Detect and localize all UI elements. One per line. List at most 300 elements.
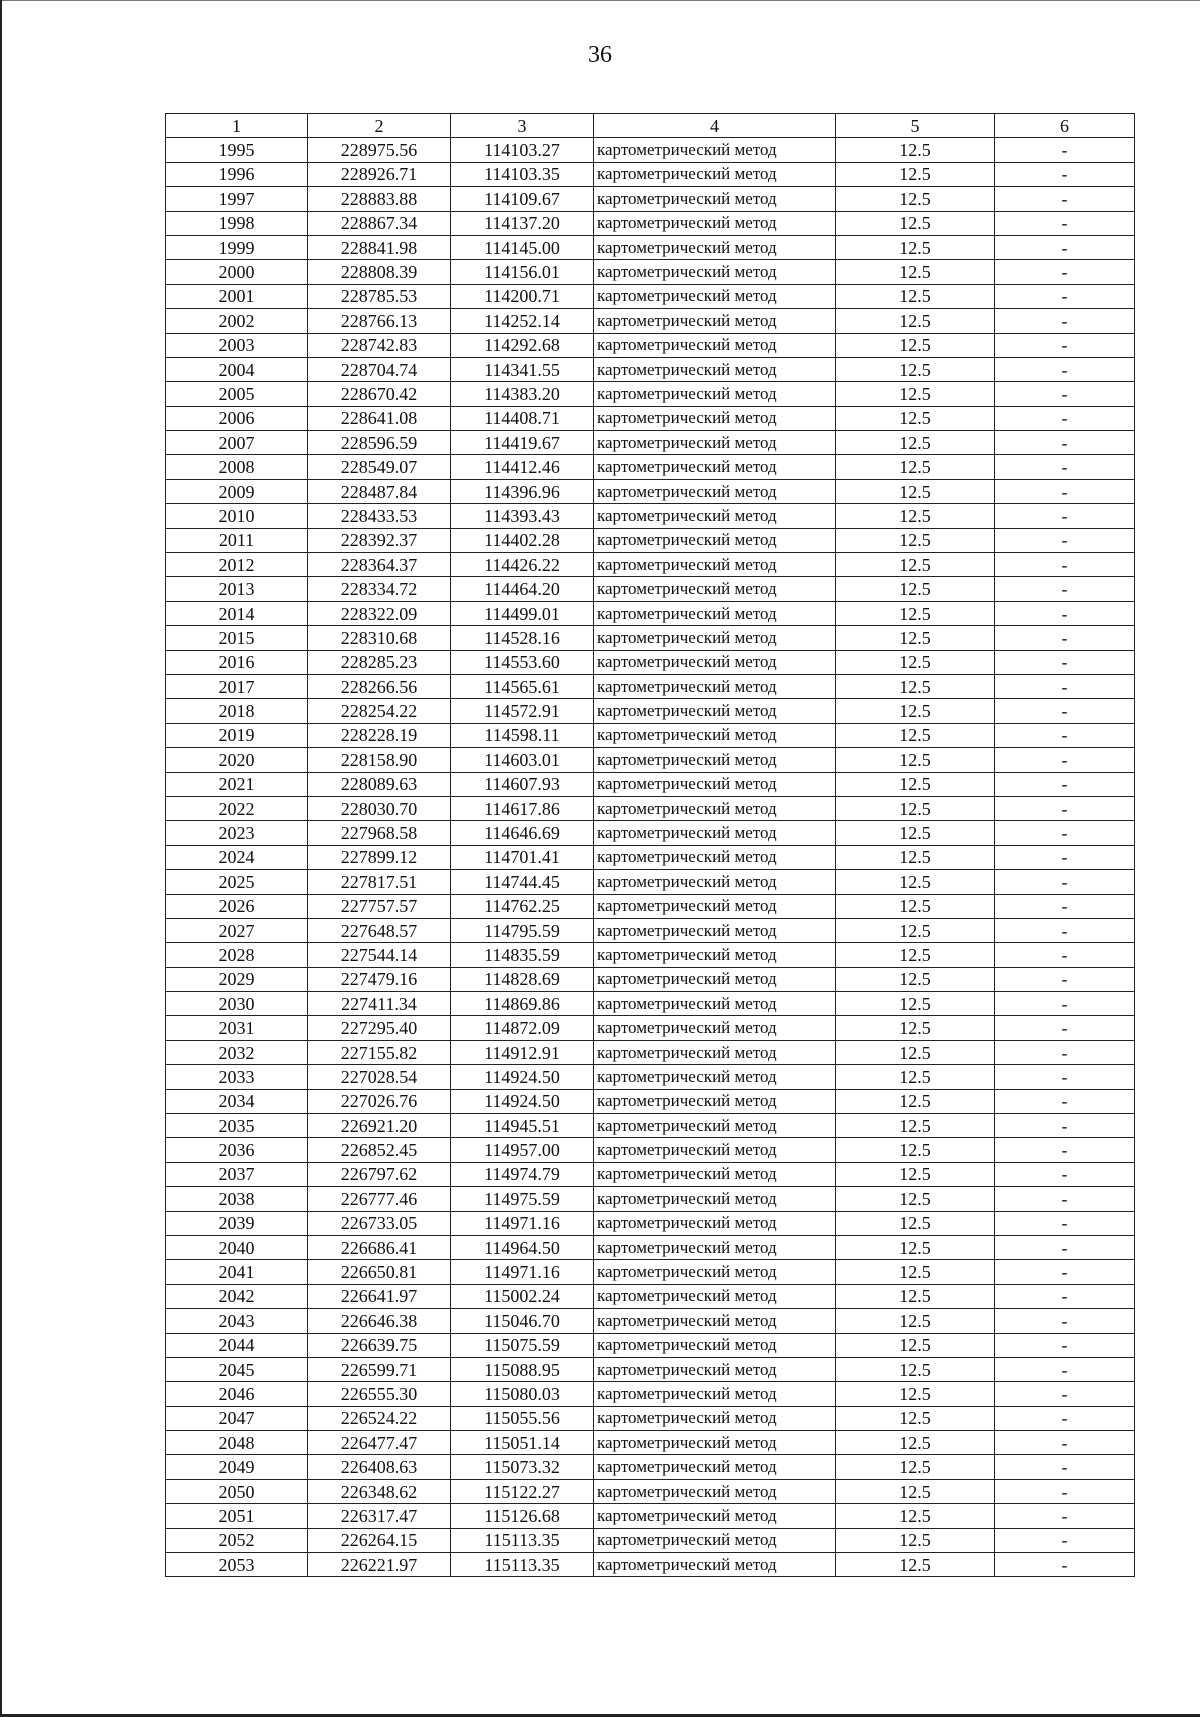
table-cell-col2: 226555.30 (308, 1382, 451, 1406)
table-cell-col2: 226477.47 (308, 1431, 451, 1455)
table-cell-col3: 114292.68 (451, 333, 594, 357)
table-cell-col3: 114137.20 (451, 211, 594, 235)
table-cell-col2: 228596.59 (308, 431, 451, 455)
table-cell-col1: 2016 (166, 650, 308, 674)
table-cell-col1: 2023 (166, 821, 308, 845)
table-cell-col2: 226733.05 (308, 1211, 451, 1235)
table-cell-col6: - (995, 1040, 1135, 1064)
table-cell-col5: 12.5 (836, 187, 995, 211)
table-cell-col5: 12.5 (836, 943, 995, 967)
table-row (166, 1406, 1135, 1430)
table-row (166, 674, 1135, 698)
table-row (166, 382, 1135, 406)
table-cell-col1: 2047 (166, 1406, 308, 1430)
table-cell-col2: 228808.39 (308, 260, 451, 284)
table-cell-col5: 12.5 (836, 577, 995, 601)
table-cell-col2: 226650.81 (308, 1260, 451, 1284)
table-row (166, 1138, 1135, 1162)
table-cell-col2: 226797.62 (308, 1162, 451, 1186)
table-cell-col1: 2022 (166, 796, 308, 820)
table-cell-col6: - (995, 162, 1135, 186)
table-cell-col2: 226264.15 (308, 1528, 451, 1552)
table-cell-col1: 2038 (166, 1187, 308, 1211)
table-row (166, 821, 1135, 845)
table-cell-col6: - (995, 1553, 1135, 1577)
table-row (166, 138, 1135, 162)
page-border-left (0, 0, 2, 1717)
table-row (166, 1114, 1135, 1138)
table-cell-col2: 226524.22 (308, 1406, 451, 1430)
table-cell-col4: картометрический метод (594, 992, 836, 1016)
table-cell-col6: - (995, 1162, 1135, 1186)
table-cell-col3: 115080.03 (451, 1382, 594, 1406)
column-header: 2 (308, 114, 451, 138)
table-cell-col6: - (995, 1382, 1135, 1406)
table-row (166, 211, 1135, 235)
table-row (166, 723, 1135, 747)
table-cell-col6: - (995, 382, 1135, 406)
table-cell-col4: картометрический метод (594, 577, 836, 601)
table-cell-col6: - (995, 284, 1135, 308)
table-cell-col6: - (995, 894, 1135, 918)
table-cell-col2: 227411.34 (308, 992, 451, 1016)
table-row (166, 1479, 1135, 1503)
table-cell-col3: 114646.69 (451, 821, 594, 845)
table-cell-col5: 12.5 (836, 333, 995, 357)
table-row (166, 1455, 1135, 1479)
table-cell-col3: 114957.00 (451, 1138, 594, 1162)
table-cell-col6: - (995, 504, 1135, 528)
table-cell-col6: - (995, 1406, 1135, 1430)
table-cell-col5: 12.5 (836, 211, 995, 235)
table-cell-col1: 2012 (166, 553, 308, 577)
table-cell-col4: картометрический метод (594, 1162, 836, 1186)
table-row (166, 1382, 1135, 1406)
table-cell-col4: картометрический метод (594, 1333, 836, 1357)
table-cell-col3: 114924.50 (451, 1089, 594, 1113)
table-row (166, 162, 1135, 186)
table-cell-col2: 227544.14 (308, 943, 451, 967)
table-cell-col6: - (995, 772, 1135, 796)
table-cell-col3: 114971.16 (451, 1260, 594, 1284)
table-cell-col5: 12.5 (836, 553, 995, 577)
table-cell-col2: 227648.57 (308, 918, 451, 942)
table-cell-col6: - (995, 1504, 1135, 1528)
table-cell-col4: картометрический метод (594, 1211, 836, 1235)
table-cell-col1: 2043 (166, 1309, 308, 1333)
table-cell-col2: 227817.51 (308, 870, 451, 894)
table-cell-col4: картометрический метод (594, 674, 836, 698)
table-cell-col5: 12.5 (836, 1235, 995, 1259)
table-cell-col3: 114252.14 (451, 309, 594, 333)
table-cell-col6: - (995, 870, 1135, 894)
table-cell-col1: 2048 (166, 1431, 308, 1455)
table-cell-col4: картометрический метод (594, 187, 836, 211)
table-cell-col3: 115055.56 (451, 1406, 594, 1430)
table-cell-col1: 2045 (166, 1357, 308, 1381)
table-cell-col2: 228785.53 (308, 284, 451, 308)
table-cell-col4: картометрический метод (594, 1528, 836, 1552)
table-cell-col3: 114598.11 (451, 723, 594, 747)
table-cell-col4: картометрический метод (594, 1309, 836, 1333)
table-cell-col3: 114828.69 (451, 967, 594, 991)
table-cell-col1: 2046 (166, 1382, 308, 1406)
table-cell-col6: - (995, 1309, 1135, 1333)
table-cell-col1: 2006 (166, 406, 308, 430)
table-cell-col4: картометрический метод (594, 1040, 836, 1064)
table-cell-col2: 228285.23 (308, 650, 451, 674)
table-cell-col2: 228089.63 (308, 772, 451, 796)
table-cell-col3: 114419.67 (451, 431, 594, 455)
table-cell-col3: 114869.86 (451, 992, 594, 1016)
table-cell-col2: 228841.98 (308, 235, 451, 259)
table-cell-col1: 2025 (166, 870, 308, 894)
table-cell-col1: 2033 (166, 1065, 308, 1089)
table-cell-col4: картометрический метод (594, 138, 836, 162)
table-cell-col1: 2020 (166, 748, 308, 772)
table-cell-col3: 115126.68 (451, 1504, 594, 1528)
table-cell-col4: картометрический метод (594, 431, 836, 455)
table-cell-col5: 12.5 (836, 309, 995, 333)
table-cell-col4: картометрический метод (594, 699, 836, 723)
table-cell-col1: 1995 (166, 138, 308, 162)
table-cell-col4: картометрический метод (594, 626, 836, 650)
table-cell-col1: 2037 (166, 1162, 308, 1186)
table-cell-col5: 12.5 (836, 918, 995, 942)
table-row (166, 504, 1135, 528)
page-border-top (0, 0, 1200, 1)
table-cell-col2: 228975.56 (308, 138, 451, 162)
table-cell-col2: 227028.54 (308, 1065, 451, 1089)
table-cell-col5: 12.5 (836, 235, 995, 259)
table-cell-col5: 12.5 (836, 894, 995, 918)
table-row (166, 1211, 1135, 1235)
table-cell-col4: картометрический метод (594, 211, 836, 235)
table-row (166, 772, 1135, 796)
table-row (166, 357, 1135, 381)
table-cell-col1: 2035 (166, 1114, 308, 1138)
table-cell-col6: - (995, 748, 1135, 772)
table-cell-col1: 2027 (166, 918, 308, 942)
table-cell-col5: 12.5 (836, 1382, 995, 1406)
table-cell-col2: 228867.34 (308, 211, 451, 235)
table-cell-col6: - (995, 577, 1135, 601)
table-cell-col6: - (995, 943, 1135, 967)
table-cell-col3: 114617.86 (451, 796, 594, 820)
table-cell-col5: 12.5 (836, 1333, 995, 1357)
table-row (166, 431, 1135, 455)
table-cell-col1: 2004 (166, 357, 308, 381)
table-row (166, 1016, 1135, 1040)
table-cell-col2: 226641.97 (308, 1284, 451, 1308)
table-cell-col2: 226921.20 (308, 1114, 451, 1138)
table-cell-col2: 228158.90 (308, 748, 451, 772)
column-header: 1 (166, 114, 308, 138)
table-row (166, 455, 1135, 479)
table-cell-col4: картометрический метод (594, 748, 836, 772)
table-cell-col4: картометрический метод (594, 1357, 836, 1381)
table-cell-col3: 114603.01 (451, 748, 594, 772)
table-cell-col6: - (995, 406, 1135, 430)
table-cell-col5: 12.5 (836, 431, 995, 455)
column-header: 5 (836, 114, 995, 138)
table-cell-col6: - (995, 1211, 1135, 1235)
table-cell-col2: 226599.71 (308, 1357, 451, 1381)
table-row (166, 1065, 1135, 1089)
table-cell-col1: 2005 (166, 382, 308, 406)
table-cell-col5: 12.5 (836, 748, 995, 772)
table-cell-col5: 12.5 (836, 1211, 995, 1235)
table-cell-col2: 228334.72 (308, 577, 451, 601)
table-cell-col6: - (995, 918, 1135, 942)
table-cell-col6: - (995, 1479, 1135, 1503)
table-cell-col1: 2034 (166, 1089, 308, 1113)
table-cell-col4: картометрический метод (594, 918, 836, 942)
table-cell-col2: 226348.62 (308, 1479, 451, 1503)
table-cell-col6: - (995, 699, 1135, 723)
table-row (166, 1309, 1135, 1333)
table-cell-col3: 114553.60 (451, 650, 594, 674)
table-cell-col2: 228766.13 (308, 309, 451, 333)
table-cell-col2: 228266.56 (308, 674, 451, 698)
table-cell-col1: 2044 (166, 1333, 308, 1357)
table-cell-col3: 114975.59 (451, 1187, 594, 1211)
table-cell-col4: картометрический метод (594, 821, 836, 845)
table-cell-col2: 228883.88 (308, 187, 451, 211)
table-cell-col5: 12.5 (836, 1114, 995, 1138)
table-cell-col3: 114607.93 (451, 772, 594, 796)
table-cell-col2: 226646.38 (308, 1309, 451, 1333)
table-row (166, 333, 1135, 357)
table-row (166, 796, 1135, 820)
table-row (166, 845, 1135, 869)
table-cell-col1: 1996 (166, 162, 308, 186)
table-cell-col6: - (995, 553, 1135, 577)
column-header: 3 (451, 114, 594, 138)
table-cell-col3: 115075.59 (451, 1333, 594, 1357)
table-cell-col3: 114464.20 (451, 577, 594, 601)
table-cell-col6: - (995, 1138, 1135, 1162)
table-cell-col6: - (995, 1431, 1135, 1455)
table-row (166, 260, 1135, 284)
table-cell-col2: 228549.07 (308, 455, 451, 479)
table-cell-col6: - (995, 431, 1135, 455)
table-cell-col4: картометрический метод (594, 845, 836, 869)
table-cell-col3: 114528.16 (451, 626, 594, 650)
table-cell-col5: 12.5 (836, 674, 995, 698)
table-cell-col6: - (995, 1065, 1135, 1089)
table-row (166, 528, 1135, 552)
table-row (166, 1040, 1135, 1064)
table-cell-col1: 1997 (166, 187, 308, 211)
table-cell-col4: картометрический метод (594, 1455, 836, 1479)
table-cell-col4: картометрический метод (594, 1479, 836, 1503)
table-cell-col1: 2000 (166, 260, 308, 284)
table-cell-col6: - (995, 601, 1135, 625)
table-cell-col2: 226686.41 (308, 1235, 451, 1259)
table-cell-col1: 2013 (166, 577, 308, 601)
table-cell-col5: 12.5 (836, 845, 995, 869)
table-cell-col6: - (995, 723, 1135, 747)
table-cell-col3: 114412.46 (451, 455, 594, 479)
table-cell-col6: - (995, 309, 1135, 333)
table-cell-col1: 1999 (166, 235, 308, 259)
table-cell-col1: 2041 (166, 1260, 308, 1284)
table-cell-col5: 12.5 (836, 1162, 995, 1186)
table-cell-col4: картометрический метод (594, 528, 836, 552)
table-cell-col6: - (995, 479, 1135, 503)
table-cell-col5: 12.5 (836, 992, 995, 1016)
table-cell-col1: 2032 (166, 1040, 308, 1064)
table-cell-col3: 114964.50 (451, 1235, 594, 1259)
table-cell-col4: картометрический метод (594, 1065, 836, 1089)
table-cell-col1: 2036 (166, 1138, 308, 1162)
table-cell-col3: 114974.79 (451, 1162, 594, 1186)
table-cell-col4: картометрический метод (594, 504, 836, 528)
table-cell-col4: картометрический метод (594, 601, 836, 625)
table-cell-col6: - (995, 1235, 1135, 1259)
table-cell-col2: 226777.46 (308, 1187, 451, 1211)
table-cell-col5: 12.5 (836, 1284, 995, 1308)
table-cell-col3: 115073.32 (451, 1455, 594, 1479)
table-cell-col4: картометрический метод (594, 1260, 836, 1284)
table-cell-col5: 12.5 (836, 528, 995, 552)
table-cell-col5: 12.5 (836, 1528, 995, 1552)
table-row (166, 1528, 1135, 1552)
table-cell-col1: 1998 (166, 211, 308, 235)
table-cell-col6: - (995, 528, 1135, 552)
table-cell-col3: 114572.91 (451, 699, 594, 723)
table-cell-col5: 12.5 (836, 1065, 995, 1089)
table-header-row (166, 114, 1135, 138)
table-row (166, 601, 1135, 625)
table-cell-col4: картометрический метод (594, 357, 836, 381)
table-cell-col4: картометрический метод (594, 382, 836, 406)
table-cell-col3: 115046.70 (451, 1309, 594, 1333)
table-cell-col2: 228310.68 (308, 626, 451, 650)
table-row (166, 309, 1135, 333)
column-header: 6 (995, 114, 1135, 138)
table-cell-col5: 12.5 (836, 821, 995, 845)
table-cell-col4: картометрический метод (594, 967, 836, 991)
table-cell-col4: картометрический метод (594, 943, 836, 967)
table-cell-col3: 114383.20 (451, 382, 594, 406)
table-cell-col3: 114499.01 (451, 601, 594, 625)
column-header: 4 (594, 114, 836, 138)
table-cell-col5: 12.5 (836, 1260, 995, 1284)
table-cell-col4: картометрический метод (594, 796, 836, 820)
table-cell-col1: 2050 (166, 1479, 308, 1503)
table-cell-col4: картометрический метод (594, 260, 836, 284)
table-cell-col5: 12.5 (836, 870, 995, 894)
table-cell-col6: - (995, 796, 1135, 820)
table-cell-col4: картометрический метод (594, 894, 836, 918)
table-cell-col2: 227026.76 (308, 1089, 451, 1113)
table-cell-col4: картометрический метод (594, 406, 836, 430)
table-cell-col5: 12.5 (836, 723, 995, 747)
table-cell-col5: 12.5 (836, 699, 995, 723)
table-cell-col6: - (995, 1016, 1135, 1040)
table-cell-col1: 2031 (166, 1016, 308, 1040)
table-cell-col4: картометрический метод (594, 235, 836, 259)
table-cell-col5: 12.5 (836, 455, 995, 479)
table-row (166, 577, 1135, 601)
table-cell-col3: 114408.71 (451, 406, 594, 430)
table-row (166, 187, 1135, 211)
table-cell-col5: 12.5 (836, 1309, 995, 1333)
table-cell-col2: 226408.63 (308, 1455, 451, 1479)
table-cell-col5: 12.5 (836, 357, 995, 381)
table-cell-col2: 226317.47 (308, 1504, 451, 1528)
table-cell-col2: 227899.12 (308, 845, 451, 869)
table-cell-col5: 12.5 (836, 1455, 995, 1479)
page-number: 36 (588, 42, 612, 68)
table-cell-col3: 115113.35 (451, 1528, 594, 1552)
table-cell-col2: 227479.16 (308, 967, 451, 991)
table-cell-col5: 12.5 (836, 796, 995, 820)
table-cell-col3: 114872.09 (451, 1016, 594, 1040)
table-cell-col6: - (995, 235, 1135, 259)
table-cell-col5: 12.5 (836, 1138, 995, 1162)
table-cell-col1: 2053 (166, 1553, 308, 1577)
table-cell-col6: - (995, 1357, 1135, 1381)
table-cell-col1: 2007 (166, 431, 308, 455)
table-cell-col3: 115088.95 (451, 1357, 594, 1381)
table-cell-col1: 2039 (166, 1211, 308, 1235)
table-row (166, 650, 1135, 674)
table-cell-col5: 12.5 (836, 626, 995, 650)
table-cell-col5: 12.5 (836, 504, 995, 528)
table-cell-col4: картометрический метод (594, 1284, 836, 1308)
table-cell-col4: картометрический метод (594, 1016, 836, 1040)
table-cell-col6: - (995, 821, 1135, 845)
table-cell-col5: 12.5 (836, 284, 995, 308)
table-cell-col2: 228926.71 (308, 162, 451, 186)
table-cell-col1: 2011 (166, 528, 308, 552)
table-body (166, 138, 1135, 1577)
table-cell-col3: 114924.50 (451, 1065, 594, 1089)
table-cell-col5: 12.5 (836, 1504, 995, 1528)
table-row (166, 918, 1135, 942)
table-cell-col3: 114109.67 (451, 187, 594, 211)
table-row (166, 1162, 1135, 1186)
table-cell-col1: 2030 (166, 992, 308, 1016)
table-row (166, 992, 1135, 1016)
table-row (166, 870, 1135, 894)
table-cell-col1: 2021 (166, 772, 308, 796)
table-cell-col2: 228670.42 (308, 382, 451, 406)
table-row (166, 1333, 1135, 1357)
table-cell-col2: 228322.09 (308, 601, 451, 625)
table-cell-col4: картометрический метод (594, 309, 836, 333)
table-cell-col4: картометрический метод (594, 553, 836, 577)
table-cell-col5: 12.5 (836, 967, 995, 991)
table-cell-col3: 114402.28 (451, 528, 594, 552)
table-cell-col2: 228254.22 (308, 699, 451, 723)
table-cell-col4: картометрический метод (594, 284, 836, 308)
table-cell-col1: 2018 (166, 699, 308, 723)
table-cell-col2: 226221.97 (308, 1553, 451, 1577)
table-cell-col1: 2010 (166, 504, 308, 528)
table-row (166, 699, 1135, 723)
table-cell-col2: 228030.70 (308, 796, 451, 820)
table-cell-col6: - (995, 626, 1135, 650)
table-cell-col5: 12.5 (836, 162, 995, 186)
table-cell-col3: 115113.35 (451, 1553, 594, 1577)
table-row (166, 553, 1135, 577)
table-row (166, 894, 1135, 918)
table-cell-col4: картометрический метод (594, 870, 836, 894)
